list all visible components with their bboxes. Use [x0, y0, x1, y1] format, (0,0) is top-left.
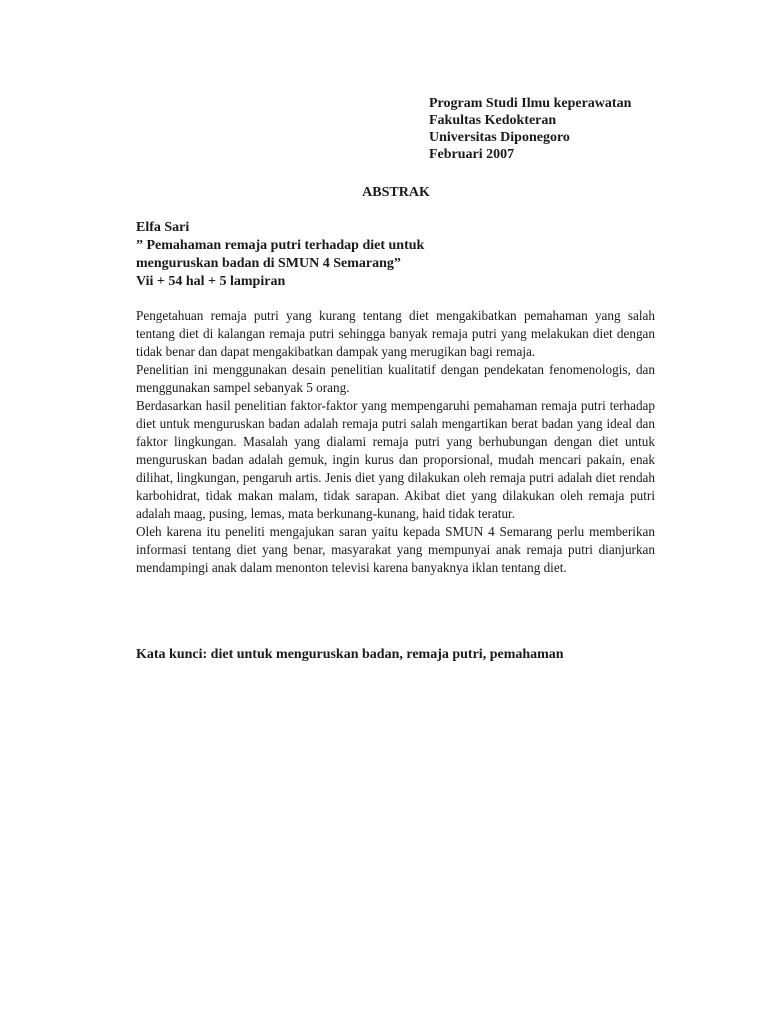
author-name: Elfa Sari	[136, 220, 190, 235]
author-block	[136, 219, 656, 291]
thesis-title-line-1: ” Pemahaman remaja putri terhadap diet untuk	[136, 238, 425, 253]
faculty-name: Fakultas Kedokteran	[429, 113, 557, 128]
institution-header	[429, 95, 729, 163]
thesis-title-line-2: menguruskan badan di SMUN 4 Semarang”	[136, 256, 401, 271]
abstract-body	[136, 307, 655, 577]
paragraph-results: Berdasarkan hasil penelitian faktor-faktor yang mempengaruhi pemahaman remaja putri terhadap diet untuk menguruskan badan adalah remaja putri salah mengartikan berat badan yang ideal dan faktor lingkungan. Masalah yang dialami remaja putri yang berhubungan dengan diet untuk menguruskan badan adalah gemuk, ingin kurus dan proporsional, mudah mencari pakain, enak dilihat, lingkungan, pengaruh artis. Jenis diet yang dilakukan oleh remaja putri adalah diet rendah karbohidrat, tidak makan malam, tidak sarapan. Akibat diet yang dilakukan oleh remaja putri adalah maag, pusing, lemas, mata berkunang-kunang, haid tidak teratur.	[136, 398, 655, 521]
program-name: Program Studi Ilmu keperawatan	[429, 96, 632, 111]
abstract-heading: ABSTRAK	[362, 185, 430, 200]
keywords-line: Kata kunci: diet untuk menguruskan badan, remaja putri, pemahaman	[136, 647, 564, 662]
university-name: Universitas Diponegoro	[429, 130, 570, 145]
document-date: Februari 2007	[429, 147, 515, 162]
paragraph-method: Penelitian ini menggunakan desain penelitian kualitatif dengan pendekatan fenomenologis, dan menggunakan sampel sebanyak 5 orang.	[136, 362, 655, 395]
paragraph-recommendation: Oleh karena itu peneliti mengajukan saran yaitu kepada SMUN 4 Semarang perlu memberikan informasi tentang diet yang benar, masyarakat yang mempunyai anak remaja putri dianjurkan mendampingi anak dalam menonton televisi karena banyaknya iklan tentang diet.	[136, 524, 655, 575]
paragraph-background: Pengetahuan remaja putri yang kurang tentang diet mengakibatkan pemahaman yang salah tentang diet di kalangan remaja putri sehingga banyak remaja putri yang melakukan diet dengan tidak benar dan dapat mengakibatkan dampak yang merugikan bagi remaja.	[136, 308, 655, 359]
page-count: Vii + 54 hal + 5 lampiran	[136, 274, 286, 289]
